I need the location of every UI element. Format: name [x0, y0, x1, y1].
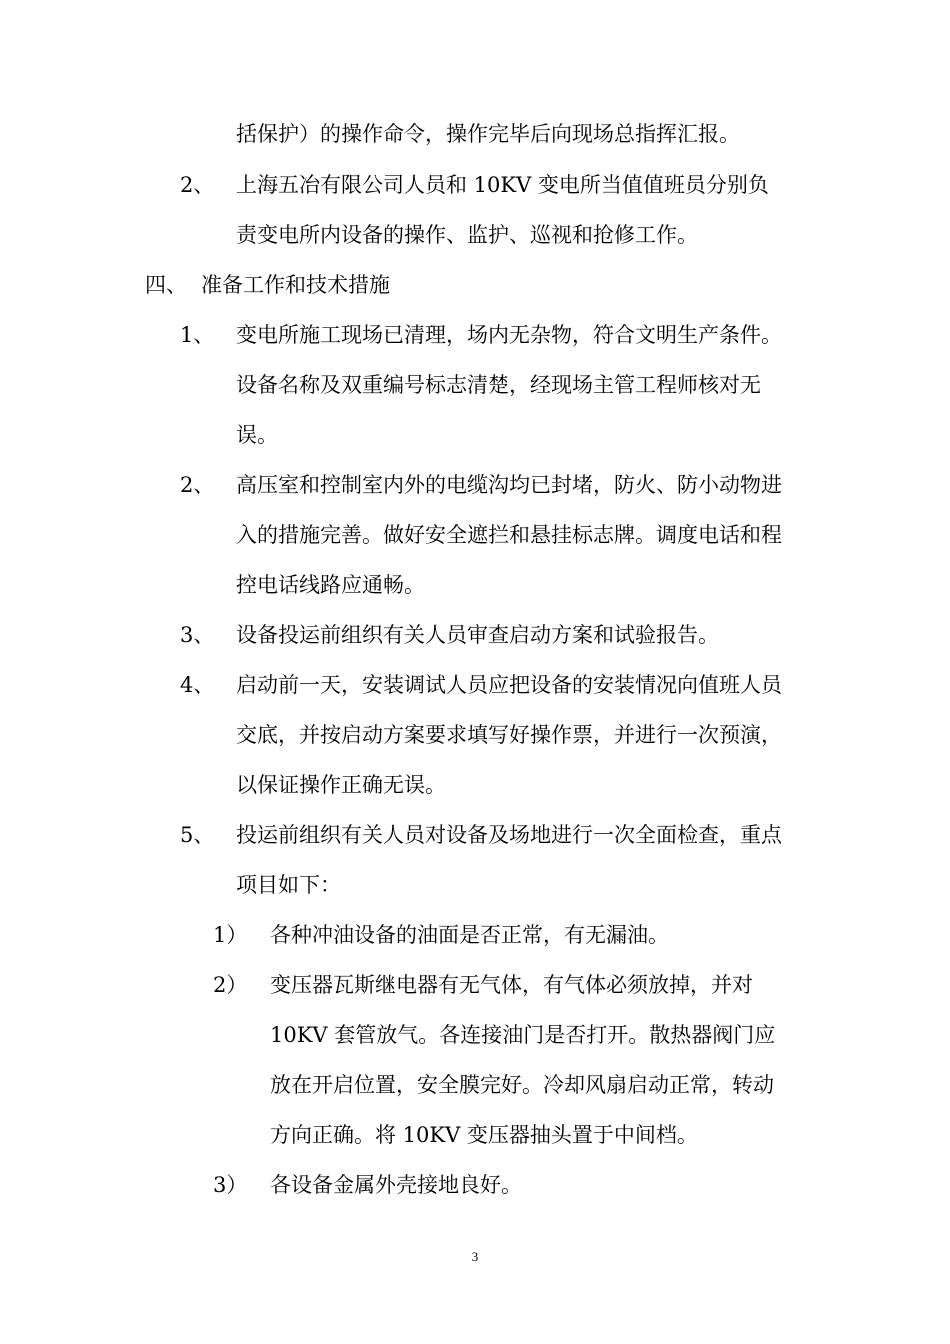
- text-line: 括保护）的操作命令，操作完毕后向现场总指挥汇报。: [236, 122, 740, 146]
- text-line: 设备投运前组织有关人员审查启动方案和试验报告。: [236, 623, 719, 647]
- text-line: 10KV 套管放气。各连接油门是否打开。散热器阀门应: [270, 1023, 776, 1047]
- text-line: 变压器瓦斯继电器有无气体，有气体必须放掉，并对: [270, 973, 753, 997]
- list-number: 2、: [180, 473, 215, 497]
- list-number: 4、: [180, 673, 215, 697]
- page-number: 3: [471, 1249, 479, 1264]
- sublist-number: 1）: [213, 923, 248, 947]
- list-number: 2、: [180, 173, 215, 197]
- text-line: 高压室和控制室内外的电缆沟均已封堵，防火、防小动物进: [236, 473, 782, 497]
- text-line: 误。: [236, 423, 278, 447]
- text-line: 启动前一天，安装调试人员应把设备的安装情况向值班人员: [236, 673, 782, 697]
- sublist-number: 3）: [213, 1173, 248, 1197]
- text-line: 设备名称及双重编号标志清楚，经现场主管工程师核对无: [236, 373, 761, 397]
- section-number: 四、: [145, 273, 187, 297]
- list-number: 3、: [180, 623, 215, 647]
- text-line: 控电话线路应通畅。: [236, 573, 425, 597]
- text-line: 项目如下：: [236, 873, 341, 897]
- sublist-number: 2）: [213, 973, 248, 997]
- text-line: 各设备金属外壳接地良好。: [270, 1173, 522, 1197]
- text-line: 以保证操作正确无误。: [236, 773, 446, 797]
- text-line: 交底，并按启动方案要求填写好操作票，并进行一次预演，: [236, 723, 782, 747]
- text-line: 方向正确。将 10KV 变压器抽头置于中间档。: [270, 1123, 698, 1147]
- text-line: 变电所施工现场已清理，场内无杂物，符合文明生产条件。: [236, 323, 782, 347]
- text-line: 放在开启位置，安全膜完好。冷却风扇启动正常，转动: [270, 1073, 774, 1097]
- text-line: 各种冲油设备的油面是否正常，有无漏油。: [270, 923, 669, 947]
- text-line: 责变电所内设备的操作、监护、巡视和抢修工作。: [236, 223, 698, 247]
- list-number: 5、: [180, 823, 215, 847]
- list-number: 1、: [180, 323, 215, 347]
- section-heading: 准备工作和技术措施: [201, 273, 390, 297]
- text-line: 上海五冶有限公司人员和 10KV 变电所当值值班员分别负: [236, 173, 769, 197]
- text-line: 投运前组织有关人员对设备及场地进行一次全面检查，重点: [236, 823, 782, 847]
- text-line: 入的措施完善。做好安全遮拦和悬挂标志牌。调度电话和程: [236, 523, 782, 547]
